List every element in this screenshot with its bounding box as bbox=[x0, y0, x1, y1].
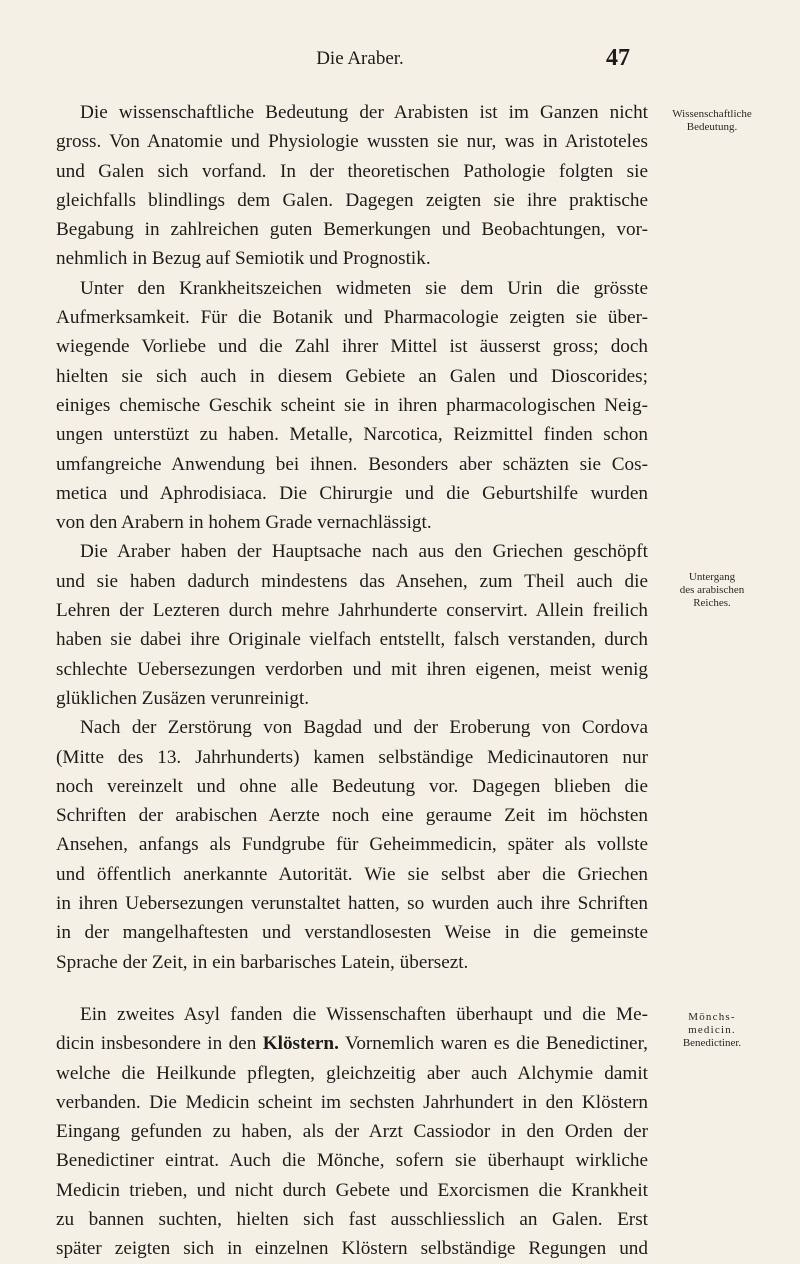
main-text-block bbox=[56, 98, 648, 977]
text-line: schlechte Uebersezungen verdorben und mit ihren eigenen, meist wenig bbox=[56, 658, 648, 680]
text-line: Unter den Krankheitszeichen widmeten sie dem Urin die grösste bbox=[80, 277, 648, 299]
text-line: Medicin trieben, und nicht durch Gebete und Exorcismen die Krankheit bbox=[56, 1179, 648, 1201]
text-line: gross. Von Anatomie und Physiologie wussten sie nur, was in Aristoteles bbox=[56, 131, 648, 153]
text-line: später zeigten sich in einzelnen Klöstern selbständige Regungen und bbox=[56, 1238, 648, 1260]
marginal-note-line: Wissenschaftliche bbox=[672, 108, 752, 120]
text-line: Eingang gefunden zu haben, als der Arzt Cassiodor in den Orden der bbox=[56, 1121, 648, 1143]
text-line: Aufmerksamkeit. Für die Botanik und Pharmacologie zeigten sie über- bbox=[56, 307, 648, 329]
main-text-block-2 bbox=[56, 1000, 648, 1264]
text-line: in der mangelhaftesten und verstandlosesten Weise in die gemeinste bbox=[56, 922, 648, 944]
text-line: Lehren der Lezteren durch mehre Jahrhunderte conservirt. Allein freilich bbox=[56, 600, 648, 622]
text-line: Ansehen, anfangs als Fundgrube für Geheimmedicin, später als vollste bbox=[56, 834, 648, 856]
text-fragment: Vornemlich waren es die Benedictiner, bbox=[338, 1033, 648, 1055]
text-line: Sprache der Zeit, in ein barbarisches Latein, übersezt. bbox=[56, 951, 469, 973]
text-line: hielten sie sich auch in diesem Gebiete an Galen und Dioscorides; bbox=[56, 365, 648, 387]
text-line: gleichfalls blindlings dem Galen. Dagegen zeigten sie ihre praktische bbox=[56, 189, 648, 211]
paragraph-2 bbox=[56, 537, 648, 713]
text-fragment: dicin insbesondere in den bbox=[56, 1033, 263, 1055]
page-number: 47 bbox=[606, 45, 630, 71]
marginal-note-line: Bedeutung. bbox=[686, 121, 738, 133]
text-line: Die wissenschaftliche Bedeutung der Arabisten ist im Ganzen nicht bbox=[80, 102, 648, 123]
paragraph-3 bbox=[56, 713, 648, 977]
text-line: einiges chemische Geschik scheint sie in ihren pharmacologischen Neig- bbox=[56, 394, 648, 416]
text-line-with-emphasis bbox=[56, 1029, 648, 1058]
running-title: Die Araber. bbox=[316, 48, 404, 69]
text-line: ungen unterstüzt zu haben. Metalle, Narcotica, Reizmittel finden schon bbox=[56, 424, 648, 446]
marginal-note-line: medicin. bbox=[688, 1024, 736, 1036]
text-line: zu bannen suchten, hielten sich fast ausschliesslich an Galen. Erst bbox=[56, 1209, 648, 1231]
marginal-note-line: Untergang bbox=[688, 571, 736, 583]
text-line: Begabung in zahlreichen guten Bemerkungen und Beobachtungen, vor- bbox=[56, 219, 648, 241]
text-line: wiegende Vorliebe und die Zahl ihrer Mittel ist äusserst gross; doch bbox=[56, 336, 648, 358]
text-line: haben sie dabei ihre Originale vielfach entstellt, falsch verstanden, durch bbox=[56, 629, 648, 651]
text-line: verbanden. Die Medicin scheint im sechsten Jahrhundert in den Klöstern bbox=[56, 1091, 648, 1113]
text-line: in ihren Uebersezungen verunstaltet hatten, so wurden auch ihre Schriften bbox=[56, 893, 648, 915]
text-line: metica und Aphrodisiaca. Die Chirurgie und die Geburtshilfe wurden bbox=[56, 482, 648, 504]
marginal-note-line: Mönchs- bbox=[688, 1011, 736, 1023]
text-line: Ein zweites Asyl fanden die Wissenschaften überhaupt und die Me- bbox=[80, 1004, 648, 1025]
text-line: (Mitte des 13. Jahrhunderts) kamen selbständige Medicinautoren nur bbox=[56, 746, 648, 768]
text-line: von den Arabern in hohem Grade vernachlässigt. bbox=[56, 512, 432, 534]
paragraph-4 bbox=[56, 1000, 648, 1264]
marginal-note-moenchsmedicin bbox=[652, 1011, 772, 1050]
text-line: glüklichen Zusäzen verunreinigt. bbox=[56, 687, 310, 709]
text-line: und Galen sich vorfand. In der theoretischen Pathologie folgten sie bbox=[56, 160, 648, 182]
text-line: Schriften der arabischen Aerzte noch eine geraume Zeit im höchsten bbox=[56, 805, 648, 827]
emphasis-kloestern: Klöstern. bbox=[262, 1033, 339, 1055]
text-line: Benedictiner eintrat. Auch die Mönche, sofern sie überhaupt wirkliche bbox=[56, 1150, 648, 1172]
text-line: umfangreiche Anwendung bei ihnen. Besonders aber schäzten sie Cos- bbox=[56, 453, 648, 475]
text-line: welche die Heilkunde pflegten, gleichzeitig aber auch Alchymie damit bbox=[56, 1062, 648, 1084]
page-header bbox=[0, 45, 800, 78]
marginal-note-line: Benedictiner. bbox=[682, 1037, 742, 1049]
text-line: Nach der Zerstörung von Bagdad und der Eroberung von Cordova bbox=[80, 717, 648, 739]
marginal-note-line: Reiches. bbox=[693, 597, 731, 609]
marginal-note-wissenschaftliche-bedeutung bbox=[652, 108, 772, 134]
text-line: noch vereinzelt und ohne alle Bedeutung vor. Dagegen blieben die bbox=[56, 775, 648, 797]
text-line: nehmlich in Bezug auf Semiotik und Prognostik. bbox=[56, 248, 431, 270]
text-line: und sie haben dadurch mindestens das Ansehen, zum Theil auch die bbox=[56, 570, 648, 592]
paragraph-1 bbox=[56, 98, 648, 537]
text-line: Die Araber haben der Hauptsache nach aus den Griechen geschöpft bbox=[80, 541, 648, 563]
text-line: und öffentlich anerkannte Autorität. Wie sie selbst aber die Griechen bbox=[56, 863, 648, 885]
marginal-note-untergang bbox=[652, 571, 772, 610]
marginal-note-line: des arabischen bbox=[679, 584, 745, 596]
